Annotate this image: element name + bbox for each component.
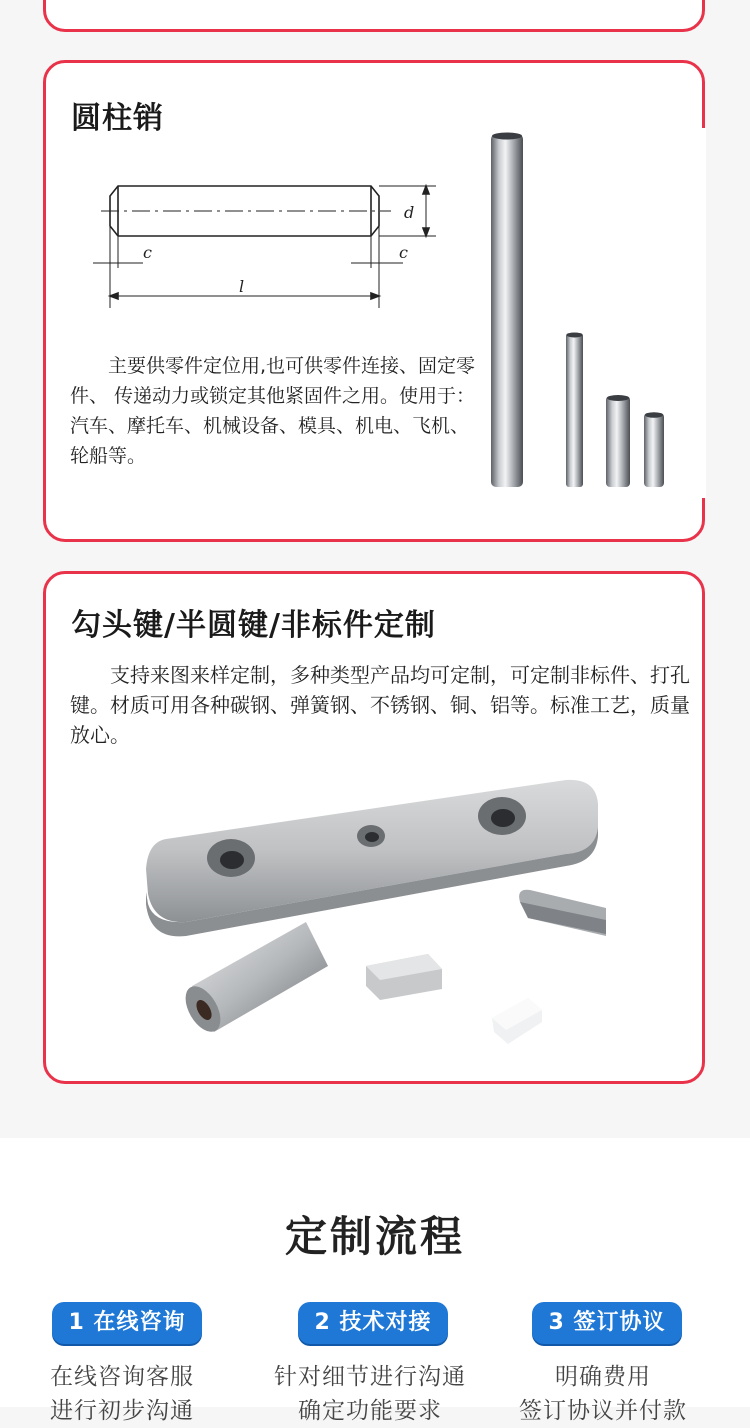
key-description: 支持来图来样定制，多种类型产品均可定制，可定制非标件、打孔键。材质可用各种碳钢、弹簧钢、不锈钢、铜、铝等。标准工艺，质量放心。 (70, 663, 690, 747)
step-desc-line: 进行初步沟通 (50, 1398, 194, 1424)
card-title: 圆柱销 (71, 101, 164, 136)
custom-key-card (43, 571, 705, 1084)
step-desc-line: 签订协议并付款 (519, 1398, 687, 1424)
step-desc (483, 1360, 723, 1428)
dim-label-l: l (239, 277, 245, 296)
process-title: 定制流程 (284, 1212, 465, 1261)
step-desc-line: 确定功能要求 (298, 1398, 442, 1424)
cylindrical-pin-card (43, 60, 705, 542)
step-desc-line: 针对细节进行沟通 (274, 1364, 466, 1390)
step-desc (250, 1360, 490, 1428)
dim-label-d: d (404, 203, 415, 222)
pin-product-photo (486, 128, 706, 498)
pin-description: 主要供零件定位用,也可供零件连接、固定零件、 传递动力或锁定其他紧固件之用。使用于：汽车、摩托车、机械设备、模具、机电、飞机、轮船等。 (70, 355, 476, 467)
step-tech-docking: 2 技术对接 (298, 1302, 448, 1344)
custom-process-section (0, 1138, 750, 1424)
card-title: 勾头键/半圆键/非标件定制 (71, 608, 436, 643)
dim-label-c-left: c (143, 243, 152, 262)
step-desc (2, 1360, 242, 1428)
step-desc-line: 明确费用 (555, 1364, 651, 1390)
step-desc-line: 在线咨询客服 (50, 1364, 194, 1390)
key-product-photo (136, 774, 606, 1064)
step-sign-agreement: 3 签订协议 (532, 1302, 682, 1344)
step-online-consult: 1 在线咨询 (52, 1302, 202, 1344)
dim-label-c-right: c (399, 243, 408, 262)
pin-technical-drawing (91, 168, 451, 318)
previous-card (43, 0, 705, 32)
